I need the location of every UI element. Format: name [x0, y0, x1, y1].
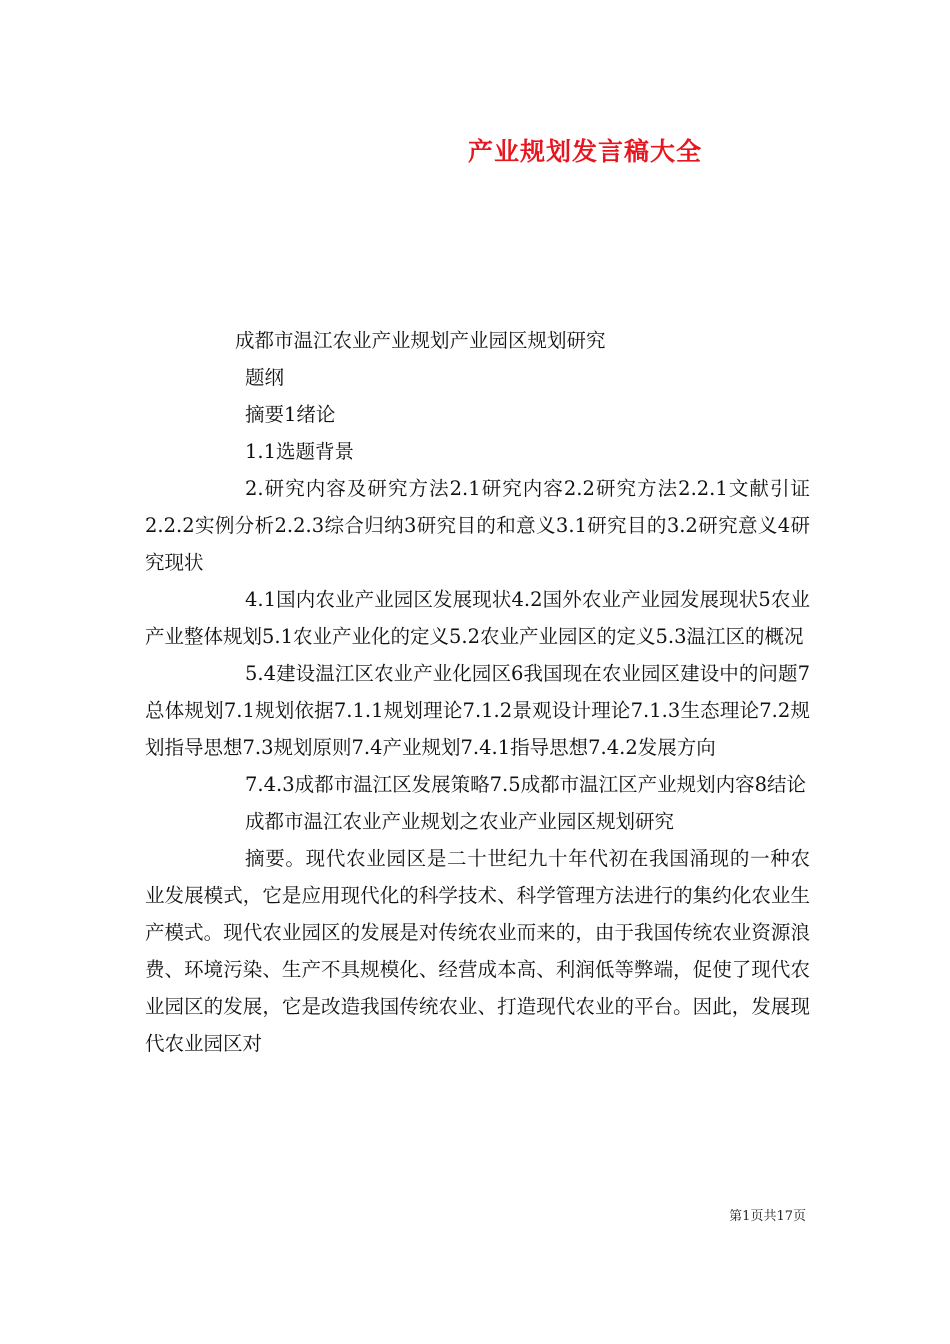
document-body — [145, 322, 810, 1062]
paragraph: 题纲 — [245, 366, 285, 389]
page-footer: 第1页共17页 — [729, 1209, 806, 1224]
paragraph: 摘要。现代农业园区是二十世纪九十年代初在我国涌现的一种农业发展模式，它是应用现代化的科学技术、科学管理方法进行的集约化农业生产模式。现代农业园区的发展是对传统农业而来的，由于我国传统农业资源浪费、环境污染、生产不具规模化、经营成本高、利润低等弊端，促使了现代农业园区的发展，它是改造我国传统农业、打造现代农业的平台。因此，发展现代农业园区对 — [145, 847, 810, 1055]
paragraph: 5.4建设温江区农业产业化园区6我国现在农业园区建设中的问题7总体规划7.1规划依据7.1.1规划理论7.1.2景观设计理论7.1.3生态理论7.2规划指导思想7.3规划原则7.4产业规划7.4.1指导思想7.4.2发展方向 — [145, 662, 810, 759]
paragraph: 摘要1绪论 — [245, 403, 336, 426]
paragraph: 1.1选题背景 — [245, 440, 355, 463]
paragraph: 7.4.3成都市温江区发展策略7.5成都市温江区产业规划内容8结论 — [245, 773, 807, 796]
paragraph: 4.1国内农业产业园区发展现状4.2国外农业产业园发展现状5农业产业整体规划5.1农业产业化的定义5.2农业产业园区的定义5.3温江区的概况 — [145, 588, 810, 648]
paragraph: 成都市温江农业产业规划产业园区规划研究 — [235, 329, 606, 352]
paragraph: 2.研究内容及研究方法2.1研究内容2.2研究方法2.2.1文献引证2.2.2实例分析2.2.3综合归纳3研究目的和意义3.1研究目的3.2研究意义4研究现状 — [145, 477, 810, 574]
paragraph: 成都市温江农业产业规划之农业产业园区规划研究 — [245, 810, 675, 833]
page-title: 产业规划发言稿大全 — [468, 137, 703, 166]
